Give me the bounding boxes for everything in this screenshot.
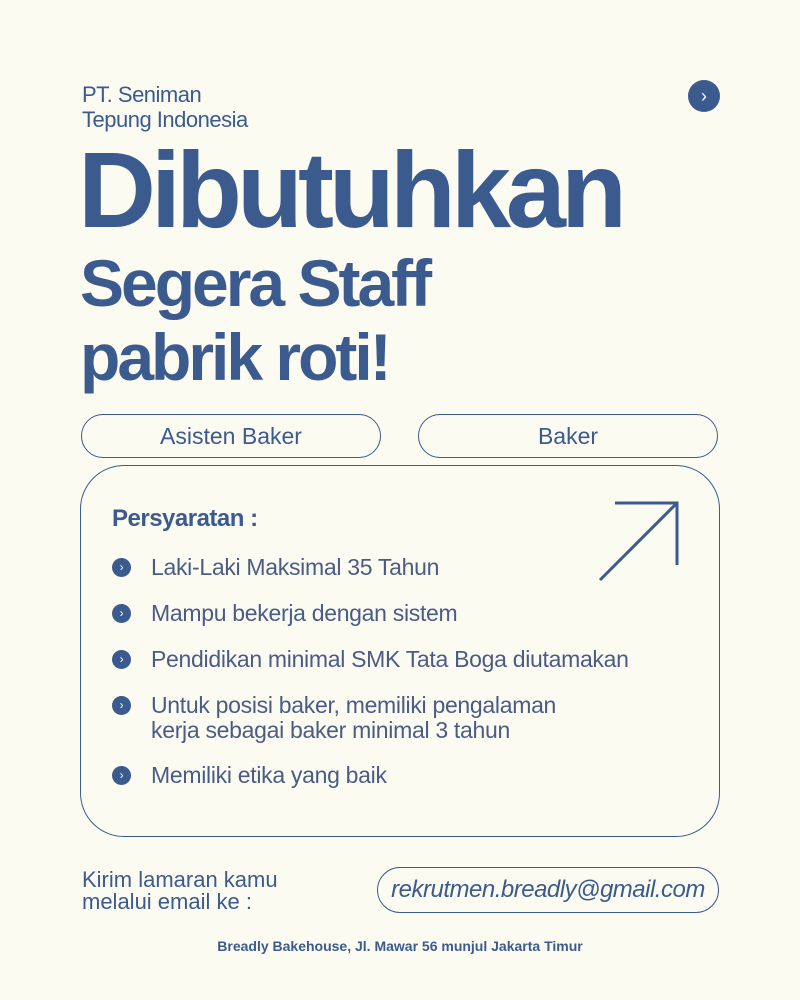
requirement-text-line-2: kerja sebagai baker minimal 3 tahun — [151, 717, 510, 743]
next-button[interactable] — [688, 80, 720, 112]
position-baker: Baker — [418, 414, 718, 458]
requirement-item — [112, 647, 629, 672]
bullet-chevron-icon: › — [112, 766, 131, 785]
bullet-chevron-icon: › — [112, 650, 131, 669]
requirement-item — [112, 555, 439, 580]
bullet-chevron-icon: › — [112, 558, 131, 577]
requirement-text-line-1: Untuk posisi baker, memiliki pengalaman — [151, 692, 557, 718]
requirements-title: Persyaratan : — [112, 505, 258, 532]
chevron-right-icon: › — [701, 85, 707, 106]
headline-line-3: pabrik roti! — [80, 320, 389, 394]
send-instructions — [82, 869, 278, 913]
requirement-text — [151, 693, 556, 743]
requirement-item — [112, 693, 556, 743]
requirement-item — [112, 601, 457, 626]
company-line-1: PT. Seniman — [82, 82, 202, 107]
headline-line-2: Segera Staff — [80, 246, 430, 320]
email-link[interactable]: rekrutmen.breadly@gmail.com — [377, 867, 719, 913]
send-line-1: Kirim lamaran kamu — [82, 867, 278, 892]
send-line-2: melalui email ke : — [82, 889, 252, 914]
position-asisten-baker: Asisten Baker — [81, 414, 381, 458]
bullet-chevron-icon: › — [112, 604, 131, 623]
bullet-chevron-icon: › — [112, 696, 131, 715]
address: Breadly Bakehouse, Jl. Mawar 56 munjul Jakarta Timur — [217, 938, 583, 954]
company-line-2: Tepung Indonesia — [82, 107, 248, 132]
requirement-text: Laki-Laki Maksimal 35 Tahun — [151, 554, 440, 580]
requirement-item — [112, 763, 387, 788]
requirement-text: Pendidikan minimal SMK Tata Boga diutamakan — [151, 646, 629, 672]
arrow-up-right-icon — [595, 498, 685, 588]
requirement-text: Mampu bekerja dengan sistem — [151, 600, 458, 626]
company-name — [82, 82, 248, 132]
headline-subtitle — [80, 246, 429, 394]
requirement-text: Memiliki etika yang baik — [151, 762, 387, 788]
headline-title: Dibutuhkan — [78, 129, 622, 250]
